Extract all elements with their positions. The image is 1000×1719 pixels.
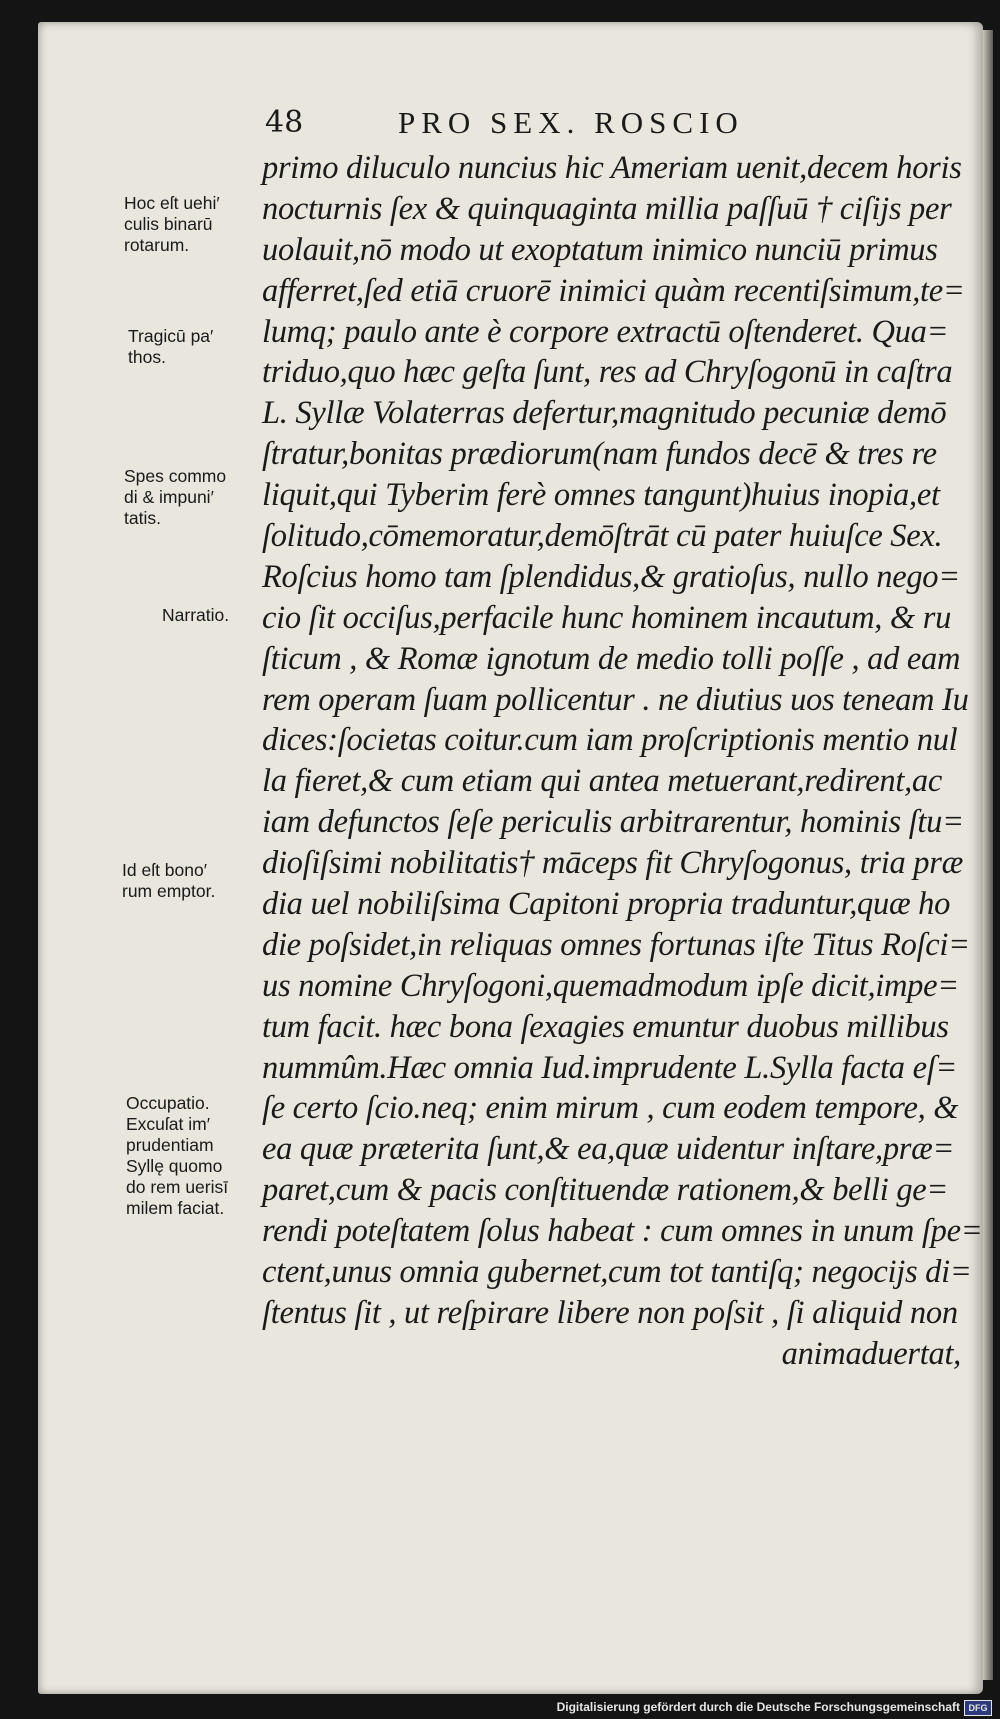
marginal-note-line: prudentiam [126,1135,214,1155]
body-text [262,148,983,1375]
text-line: dices:ſocietas coitur.cum iam proſcriptionis mentio nul [262,722,958,759]
marginal-note-line: Tragicū pa′ [128,326,214,346]
text-line: triduo,quo hæc geſta ſunt, res ad Chryſogonū in caſtra [262,354,953,391]
text-line: primo diluculo nuncius hic Ameriam uenit,decem horis [262,150,962,186]
text-line: L. Syllæ Volaterras defertur,magnitudo pecuniæ demō [262,395,947,432]
marginal-note-line: Syllę quomo [126,1156,223,1176]
text-line: dia uel nobiliſsima Capitoni propria traduntur,quæ ho [262,886,951,923]
text-line: tum facit. hæc bona ſexagies emuntur duobus millibus [262,1008,949,1045]
text-line: paret,cum & pacis conſtituendæ rationem,& belli ge= [262,1172,949,1209]
page-number: 48 [265,105,304,140]
text-line: ſticum , & Romæ ignotum de medio tolli poſſe , ad eam [262,640,961,677]
text-line: liquit,qui Tyberim ferè omnes tangunt)huius inopia,et [262,477,940,514]
marginal-note-line: do rem uerisī [126,1177,229,1197]
marginal-note [128,326,213,368]
marginal-note-line: Hoc eſt uehi′ [124,193,220,213]
text-line-catchword: animaduertat, [781,1335,961,1372]
dfg-logo-icon: DFG [964,1700,992,1716]
text-line: dioſiſsimi nobilitatis† māceps fit Chryſogonus, tria præ [262,845,963,882]
text-line: ſtratur,bonitas prædiorum(nam fundos decē & tres re [262,436,937,473]
text-line: us nomine Chryſogoni,quemadmodum ipſe dicit,impe= [262,967,959,1004]
text-line: die poſsidet,in reliquas omnes fortunas iſte Titus Roſci= [262,926,970,963]
text-line: lumq; paulo ante è corpore extractū oſtenderet. Qua= [262,313,949,350]
page-edge [983,30,993,1680]
text-line: la fieret,& cum etiam qui antea metuerant,redirent,ac [262,763,942,800]
marginal-note-line: Excuſat im′ [126,1114,210,1134]
marginal-note-line: Occupatio. [126,1093,210,1113]
marginal-note-line: Id eſt bono′ [122,860,208,880]
marginal-note-line: rotarum. [124,235,190,255]
text-line: ſe certo ſcio.neq; enim mirum , cum eodem tempore, & [262,1090,959,1127]
funding-credit: Digitalisierung gefördert durch die Deutsche Forschungsgemeinschaft [556,1700,960,1714]
marginal-note-line: Spes commo [124,466,227,486]
text-line: ctent,unus omnia gubernet,cum tot tantiſq; negocijs di= [262,1254,972,1291]
marginal-note [122,860,215,902]
running-head: PRO SEX. ROSCIO [398,105,744,140]
marginal-note [162,605,229,626]
text-line: nummûm.Hæc omnia Iud.imprudente L.Sylla facta eſ= [262,1049,958,1086]
marginal-note-line: tatis. [124,508,161,528]
text-line: rem operam ſuam pollicentur . ne diutius uos teneam Iu [262,681,969,718]
text-line: ſtentus ſit , ut reſpirare libere non poſsit , ſi aliquid non [262,1294,958,1331]
text-line: afferret,ſed etiā cruorē inimici quàm recentiſsimum,te= [262,272,965,309]
text-line: cio ſit occiſus,perfacile hunc hominem incautum, & ru [262,599,952,636]
text-line: Roſcius homo tam ſplendidus,& gratioſus, nullo nego= [262,558,960,595]
marginal-note-line: rum emptor. [122,881,216,901]
marginal-note-line: milem faciat. [126,1198,225,1218]
text-line: rendi poteſtatem ſolus habeat : cum omnes in unum ſpe= [262,1213,983,1250]
marginal-note [124,466,226,529]
text-line: ea quæ præterita ſunt,& ea,quæ uidentur inſtare,præ= [262,1131,955,1168]
marginal-note-line: thos. [128,347,166,367]
marginal-note-line: culis binarū [124,214,213,234]
marginal-note-line: di & impuni′ [124,487,214,507]
marginal-note [124,193,220,256]
text-line: ſolitudo,cōmemoratur,demōſtrāt cū pater huiuſce Sex. [262,518,943,555]
text-line: uolauit,nō modo ut exoptatum inimico nunciū primus [262,231,938,268]
page-header [0,105,1000,145]
text-line: nocturnis ſex & quinquaginta millia paſſuū † ciſijs per [262,190,952,227]
digitization-footer [0,1697,1000,1719]
marginal-note [126,1093,228,1219]
marginal-note-line: Narratio. [162,605,230,625]
text-line: iam defunctos ſeſe periculis arbitrarentur, hominis ſtu= [262,804,964,841]
